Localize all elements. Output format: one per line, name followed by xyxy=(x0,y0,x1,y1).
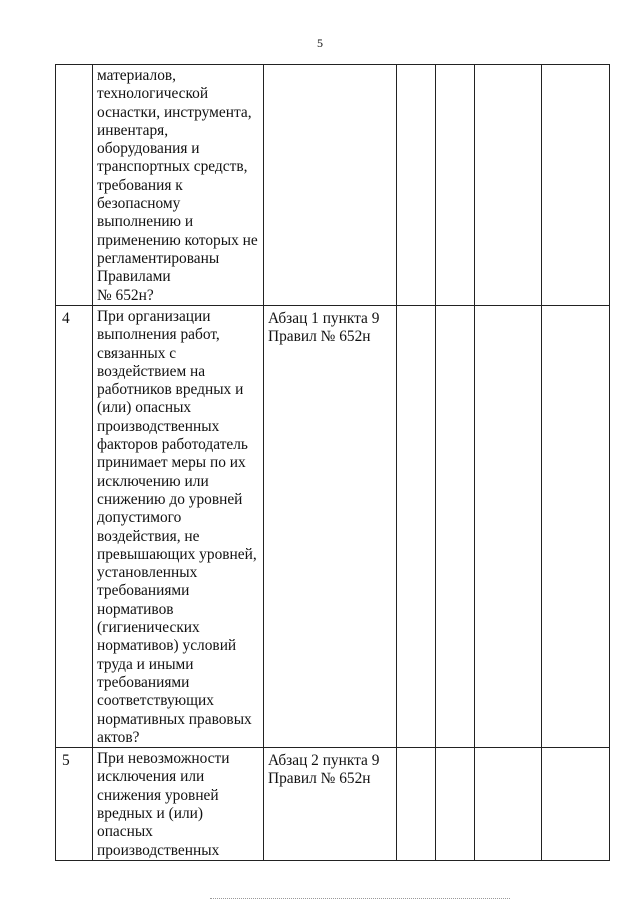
text-line: оснастки, инструмента, xyxy=(97,103,252,121)
text-line: требованиями xyxy=(97,673,190,691)
text-line: транспортных средств, xyxy=(97,158,248,176)
answer-cell-not-applicable xyxy=(475,65,542,306)
text-line: Правилами xyxy=(97,268,171,286)
text-line: оборудования и xyxy=(97,140,200,158)
table-row xyxy=(56,748,610,861)
text-line: установленных xyxy=(97,564,198,582)
text-line: производственных xyxy=(97,841,220,859)
notes-cell xyxy=(542,65,610,306)
text-line: воздействием на xyxy=(97,362,206,380)
notes-cell xyxy=(542,306,610,748)
text-line: Правил № 652н xyxy=(268,770,371,788)
text-line: (или) опасных xyxy=(97,399,192,417)
text-line: требования к xyxy=(97,176,183,194)
answer-cell-no xyxy=(436,306,475,748)
text-line: нормативов xyxy=(97,600,174,618)
text-line: допустимого xyxy=(97,509,182,527)
question-cell xyxy=(93,306,264,748)
text-line: производственных xyxy=(97,417,220,435)
row-number-cell: 5 xyxy=(56,748,93,861)
text-line: актов? xyxy=(97,728,140,746)
text-line: воздействия, не xyxy=(97,527,200,545)
text-line: № 652н? xyxy=(97,286,154,304)
reference-cell xyxy=(264,65,397,306)
text-line: работников вредных и xyxy=(97,381,244,399)
text-line: выполнения работ, xyxy=(97,326,220,344)
text-line: Абзац 1 пункта 9 xyxy=(268,310,380,327)
question-cell xyxy=(93,65,264,306)
text-line: безопасному xyxy=(97,195,181,213)
text-line: труда и иными xyxy=(97,655,194,673)
answer-cell-not-applicable xyxy=(475,306,542,748)
text-line: опасных xyxy=(97,823,153,841)
text-line: исключения или xyxy=(97,768,205,786)
answer-cell-not-applicable xyxy=(475,748,542,861)
text-line: принимает меры по их xyxy=(97,454,246,472)
text-line: (гигиенических xyxy=(97,619,200,637)
text-line: нормативов) условий xyxy=(97,637,237,655)
text-line: факторов работодатель xyxy=(97,436,248,454)
answer-cell-yes xyxy=(397,306,436,748)
text-line: требованиями xyxy=(97,582,190,600)
text-line: Абзац 2 пункта 9 xyxy=(268,752,380,770)
text-line: исключению или xyxy=(97,472,209,490)
table-row xyxy=(56,306,610,748)
text-line: вредных и (или) xyxy=(97,805,204,823)
notes-cell xyxy=(542,748,610,861)
scan-edge-mark xyxy=(210,898,510,902)
text-line: При организации xyxy=(97,308,211,325)
text-line: соответствующих xyxy=(97,692,214,710)
answer-cell-yes xyxy=(397,748,436,861)
text-line: регламентированы xyxy=(97,249,220,267)
text-line: Правил № 652н xyxy=(268,328,371,346)
text-line: связанных с xyxy=(97,344,177,362)
row-number-cell xyxy=(56,65,93,306)
text-line: применению которых не xyxy=(97,231,258,249)
text-line: инвентаря, xyxy=(97,121,169,139)
answer-cell-yes xyxy=(397,65,436,306)
reference-cell xyxy=(264,306,397,748)
answer-cell-no xyxy=(436,748,475,861)
text-line: снижения уровней xyxy=(97,786,219,804)
page-number: 5 xyxy=(317,36,323,50)
text-line: снижению до уровней xyxy=(97,490,243,508)
text-line: нормативных правовых xyxy=(97,710,252,728)
table-row xyxy=(56,65,610,306)
answer-cell-no xyxy=(436,65,475,306)
reference-cell xyxy=(264,748,397,861)
text-line: превышающих уровней, xyxy=(97,545,257,563)
text-line: материалов, xyxy=(97,67,177,84)
text-line: выполнению и xyxy=(97,213,194,231)
row-number-cell: 4 xyxy=(56,306,93,748)
text-line: технологической xyxy=(97,85,209,103)
text-line: При невозможности xyxy=(97,750,230,768)
checklist-table xyxy=(55,64,610,861)
question-cell xyxy=(93,748,264,861)
